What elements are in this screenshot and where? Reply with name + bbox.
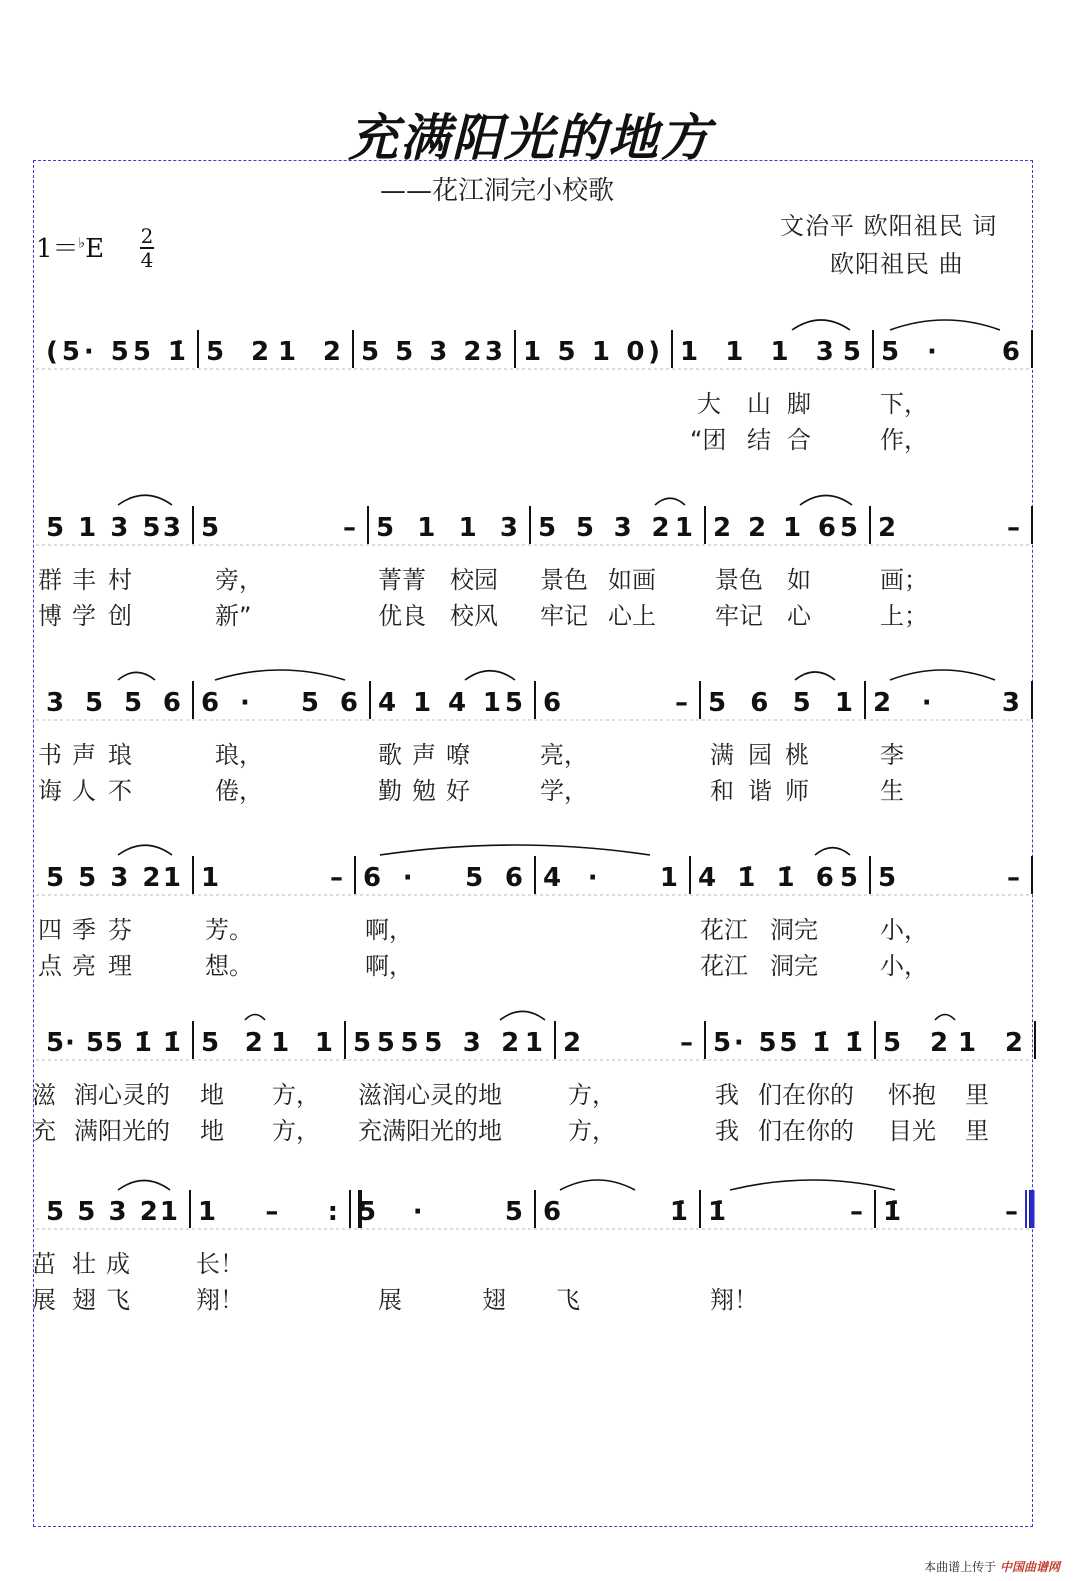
- lyric-verse-2: 人: [72, 777, 96, 805]
- measure-notes: 1̇ –: [708, 1197, 863, 1227]
- measure-notes: 5· 5: [358, 1197, 523, 1227]
- lyric-verse-1: 四: [38, 916, 62, 944]
- lyric-verse-1: 壮: [72, 1250, 96, 1278]
- lyric-verse-1: 啊，: [365, 916, 413, 944]
- song-subtitle: ——花江洞完小校歌: [380, 176, 615, 206]
- lyric-verse-2: 展: [378, 1286, 402, 1314]
- lyric-verse-2: 心上: [608, 602, 656, 630]
- lyric-verse-1: 满: [710, 741, 734, 769]
- lyric-verse-1: 菁菁: [378, 566, 426, 594]
- measure-notes: 1 –: [201, 863, 343, 893]
- measure-notes: 5 21 2: [883, 1028, 1023, 1058]
- lyric-verse-1: 景色: [715, 566, 763, 594]
- lyric-verse-2: 学: [72, 602, 96, 630]
- lyric-verse-2: 新”: [215, 602, 252, 630]
- measure-notes: 6· 56: [201, 688, 358, 718]
- lyric-verse-2: 洞完: [770, 952, 818, 980]
- lyric-verse-2: 翔！: [196, 1286, 244, 1314]
- slur-arc: [815, 848, 850, 855]
- lyric-verse-2: 牢记: [540, 602, 588, 630]
- lyric-verse-2: 展: [32, 1286, 56, 1314]
- measure-notes: 5 –: [878, 863, 1020, 893]
- lyric-verse-1: 小，: [880, 916, 928, 944]
- lyric-verse-1: 园: [748, 741, 772, 769]
- lyric-verse-2: 满阳光的: [74, 1117, 170, 1145]
- slur-arc: [118, 1181, 170, 1191]
- lyric-verse-1: 里: [965, 1081, 989, 1109]
- slur-arc: [792, 320, 850, 330]
- measure-notes: 5· 55 1̇ 1̇: [46, 1028, 181, 1058]
- lyric-verse-1: 芬: [108, 916, 132, 944]
- lyric-verse-2: 师: [785, 777, 809, 805]
- lyric-verse-1: 琅: [108, 741, 132, 769]
- measure-notes: 2 2 1 65: [713, 513, 858, 543]
- lyric-verse-1: 长！: [196, 1250, 244, 1278]
- slur-arc: [500, 1011, 545, 1020]
- lyric-verse-2: 翅: [72, 1286, 96, 1314]
- lyric-verse-2: 花江: [700, 952, 748, 980]
- lyric-verse-2: 点: [38, 952, 62, 980]
- lyric-verse-2: 翔！: [710, 1286, 758, 1314]
- lyric-verse-2: 上；: [880, 602, 928, 630]
- lyric-verse-2: 方，: [568, 1117, 616, 1145]
- lyric-verse-2: 博: [38, 602, 62, 630]
- lyric-verse-2: 我: [715, 1117, 739, 1145]
- slur-arc: [935, 1015, 955, 1021]
- time-numerator: 2: [140, 224, 154, 248]
- measure-notes: 5555 3 21: [353, 1028, 543, 1058]
- slur-arc: [730, 1180, 895, 1190]
- lyric-verse-2: 优良: [378, 602, 426, 630]
- measure-notes: 5 1 3 53: [46, 513, 181, 543]
- slur-arc: [118, 845, 172, 855]
- lyric-verse-2: 目光: [888, 1117, 936, 1145]
- lyric-verse-2: 作，: [880, 426, 928, 454]
- lyric-verse-1: 季: [72, 916, 96, 944]
- lyric-verse-1: 旁，: [215, 566, 263, 594]
- measure-notes: 2 –: [878, 513, 1020, 543]
- measure-notes: 5 1 1 3: [376, 513, 518, 543]
- measure-notes: 5 21 2: [206, 337, 341, 367]
- lyric-verse-1: 桃: [785, 741, 809, 769]
- lyric-verse-2: 勤: [378, 777, 402, 805]
- measure-notes: 5 5 3 21: [538, 513, 693, 543]
- slur-arc: [795, 672, 835, 680]
- time-denominator: 4: [140, 248, 154, 272]
- lyric-verse-2: 充满阳光的地: [358, 1117, 502, 1145]
- measure-notes: 4 1̇ 1̇ 65: [698, 863, 858, 893]
- measure-notes: (5· 55 1̇: [46, 337, 186, 367]
- lyric-verse-1: 歌: [378, 741, 402, 769]
- measure-notes: 1 – :: [198, 1197, 338, 1227]
- footer-credit: [924, 1558, 1060, 1575]
- measure-notes: 6 –: [543, 688, 688, 718]
- lyric-verse-2: 里: [965, 1117, 989, 1145]
- slur-arc: [560, 1180, 635, 1190]
- footer-text: 本曲谱上传于: [924, 1560, 997, 1574]
- lyric-verse-1: 们在你的: [758, 1081, 854, 1109]
- slur-arc: [118, 672, 155, 680]
- song-title: 充满阳光的地方: [348, 108, 712, 167]
- measure-notes: 2· 3: [873, 688, 1020, 718]
- lyric-verse-1: 校园: [450, 566, 498, 594]
- lyric-verse-1: 琅，: [215, 741, 263, 769]
- lyric-verse-1: 成: [106, 1250, 130, 1278]
- lyric-verse-2: 亮: [72, 952, 96, 980]
- lyric-verse-1: 山: [747, 390, 771, 418]
- lyric-verse-1: 我: [715, 1081, 739, 1109]
- key-note: E: [85, 234, 105, 264]
- lyric-verse-2: 充: [32, 1117, 56, 1145]
- site-logo: 中国曲谱网: [999, 1560, 1060, 1574]
- lyric-verse-2: 牢记: [715, 602, 763, 630]
- lyric-verse-1: 方，: [568, 1081, 616, 1109]
- lyric-verse-1: 画；: [880, 566, 928, 594]
- lyric-verse-1: 嘹: [446, 741, 470, 769]
- measure-notes: 5 6 5 1: [708, 688, 853, 718]
- measure-notes: 3 5 5 6: [46, 688, 181, 718]
- key-prefix: 1＝: [36, 234, 79, 264]
- measure-notes: 4· 1: [543, 863, 678, 893]
- lyric-verse-2: 校风: [450, 602, 498, 630]
- lyric-verse-1: 下，: [880, 390, 928, 418]
- measure-notes: 5 21 1: [201, 1028, 333, 1058]
- lyric-verse-2: 合: [787, 426, 811, 454]
- measure-notes: 6 1̇: [543, 1197, 688, 1227]
- lyric-verse-2: 心: [787, 602, 811, 630]
- lyric-verse-2: 学，: [540, 777, 588, 805]
- lyric-verse-2: 诲: [38, 777, 62, 805]
- measure-notes: 5 5 3 21: [46, 863, 181, 893]
- lyric-verse-1: 脚: [787, 390, 811, 418]
- lyric-verse-1: 李: [880, 741, 904, 769]
- lyric-verse-2: 结: [747, 426, 771, 454]
- lyric-verse-1: 如: [787, 566, 811, 594]
- lyric-verse-1: 亮，: [540, 741, 588, 769]
- lyric-verse-2: 翅: [482, 1286, 506, 1314]
- lyric-verse-1: 如画: [608, 566, 656, 594]
- lyric-verse-1: 方，: [272, 1081, 320, 1109]
- measure-notes: 2 –: [563, 1028, 693, 1058]
- lyric-verse-2: 生: [880, 777, 904, 805]
- slur-arc: [800, 496, 852, 506]
- lyric-verse-2: 地: [200, 1117, 224, 1145]
- measure-notes: 5 5 3 23: [361, 337, 503, 367]
- lyricist-credit: 文治平 欧阳祖民 词: [780, 212, 998, 240]
- lyric-verse-2: 想。: [205, 952, 253, 980]
- lyric-verse-2: 们在你的: [758, 1117, 854, 1145]
- slur-arc: [465, 671, 515, 680]
- lyric-verse-2: 创: [108, 602, 132, 630]
- lyric-verse-2: 理: [108, 952, 132, 980]
- lyric-verse-2: 倦，: [215, 777, 263, 805]
- lyric-verse-2: 勉: [412, 777, 436, 805]
- slur-arc: [380, 845, 650, 855]
- lyric-verse-2: 方，: [272, 1117, 320, 1145]
- lyric-verse-1: 村: [108, 566, 132, 594]
- lyric-verse-1: 大: [697, 390, 721, 418]
- lyric-verse-1: 丰: [72, 566, 96, 594]
- lyric-verse-2: 啊，: [365, 952, 413, 980]
- measure-notes: 6· 56: [363, 863, 523, 893]
- measure-notes: 1 1 1 35: [680, 337, 861, 367]
- lyric-verse-1: 洞完: [770, 916, 818, 944]
- measure-notes: 4 1 4 15: [378, 688, 523, 718]
- slur-arc: [245, 1015, 265, 1021]
- lyric-verse-1: 声: [72, 741, 96, 769]
- lyric-verse-2: “团: [690, 426, 727, 454]
- slur-arc: [655, 498, 685, 505]
- lyric-verse-2: 不: [108, 777, 132, 805]
- lyric-verse-1: 声: [412, 741, 436, 769]
- slur-arc: [890, 320, 1000, 330]
- lyric-verse-1: 滋: [32, 1081, 56, 1109]
- lyric-verse-2: 好: [446, 777, 470, 805]
- lyric-verse-1: 书: [38, 741, 62, 769]
- lyric-verse-1: 滋润心灵的地: [358, 1081, 502, 1109]
- lyric-verse-2: 和: [710, 777, 734, 805]
- lyric-verse-1: 芳。: [205, 916, 253, 944]
- lyric-verse-1: 群: [38, 566, 62, 594]
- measure-notes: 1 5 1 0): [523, 337, 660, 367]
- lyric-verse-2: 小，: [880, 952, 928, 980]
- lyric-verse-2: 谐: [748, 777, 772, 805]
- lyric-verse-2: 飞: [556, 1286, 580, 1314]
- lyric-verse-1: 怀抱: [888, 1081, 936, 1109]
- composer-credit: 欧阳祖民 曲: [830, 250, 964, 278]
- slur-arc: [215, 670, 345, 680]
- lyric-verse-1: 地: [200, 1081, 224, 1109]
- flat-icon: ♭: [78, 235, 86, 252]
- lyric-verse-1: 景色: [540, 566, 588, 594]
- lyric-verse-1: 花江: [700, 916, 748, 944]
- slur-arc: [890, 670, 995, 680]
- lyric-verse-2: 飞: [106, 1286, 130, 1314]
- lyric-verse-1: 润心灵的: [74, 1081, 170, 1109]
- lyric-verse-1: 茁: [32, 1250, 56, 1278]
- measure-notes: 5· 55 1̇ 1̇: [713, 1028, 863, 1058]
- slur-arc: [118, 495, 172, 505]
- measure-notes: 5· 6: [881, 337, 1020, 367]
- measure-notes: 5 –: [201, 513, 356, 543]
- measure-notes: 1̇ –: [883, 1197, 1018, 1227]
- measure-notes: 5 5 3 21: [46, 1197, 178, 1227]
